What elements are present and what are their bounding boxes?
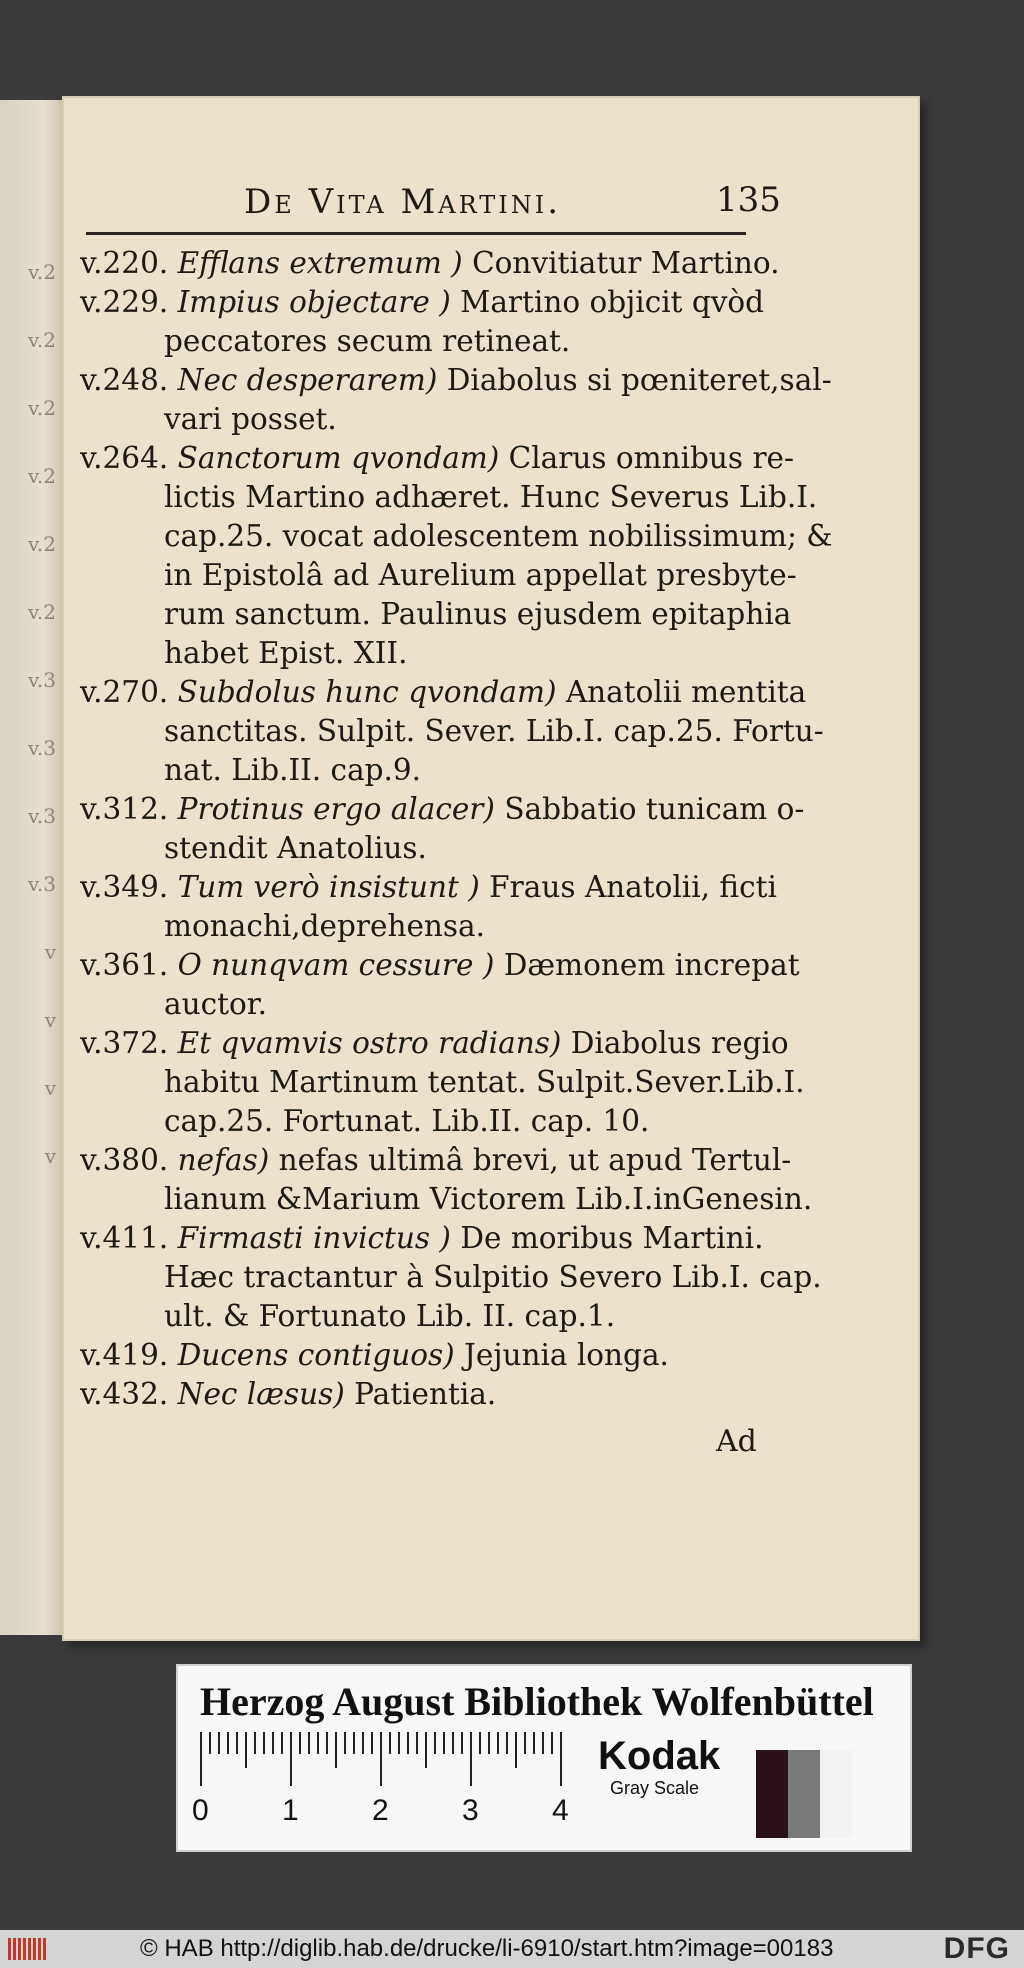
facing-page-fragment: v.3 [27,668,56,692]
commentary-entry [80,1141,813,1219]
ruler-tick [335,1732,337,1768]
gloss-continuation: ult. & Fortunato Lib. II. cap.1. [164,1299,616,1333]
verse-reference: v.380. [80,1143,169,1177]
ruler-tick [515,1732,517,1768]
ruler-tick [434,1732,436,1754]
card-title: Herzog August Bibliothek Wolfenbüttel [200,1679,874,1724]
facing-page-fragment: v [44,1008,56,1032]
ruler-tick [479,1732,481,1754]
ruler-number: 1 [282,1794,299,1827]
verse-reference: v.419. [80,1338,169,1372]
ruler-tick [254,1732,256,1754]
gloss-continuation: nat. Lib.II. cap.9. [164,753,422,787]
ruler-tick [398,1732,400,1754]
facing-page-fragment: v.2 [27,464,56,488]
gloss-continuation: in Epistolâ ad Aurelium appellat presbyte- [164,558,797,592]
running-title: De Vita Martini. [244,182,562,222]
facing-page-fragment: v.3 [27,736,56,760]
ruler-tick [389,1732,391,1754]
lemma: Protinus ergo alacer) [177,792,495,826]
gloss-text: Fraus Anatolii, ficti [489,870,777,904]
gloss-text: nefas ultimâ brevi, ut apud Tertul- [278,1143,792,1177]
gloss-continuation: habitu Martinum tentat. Sulpit.Sever.Lib.I. [164,1065,805,1099]
verse-reference: v.220. [80,246,169,280]
facing-page-fragment: v.2 [27,328,56,352]
facing-page-fragment: v.2 [27,532,56,556]
lemma: Tum verò insistunt ) [177,870,480,904]
commentary-entry [80,790,805,868]
commentary-entry [80,439,833,673]
head-rule [86,232,746,235]
verse-reference: v.270. [80,675,169,709]
ruler-tick [524,1732,526,1754]
verse-reference: v.361. [80,948,169,982]
ruler-tick [416,1732,418,1754]
lemma: nefas) [177,1143,270,1177]
verse-reference: v.248. [80,363,169,397]
verse-reference: v.432. [80,1377,169,1411]
ruler-tick [281,1732,283,1754]
facing-page-fragment: v [44,1076,56,1100]
ruler-tick [425,1732,427,1768]
color-calibration-card [176,1664,912,1852]
ruler-tick [560,1732,562,1786]
ruler-tick [299,1732,301,1754]
ruler-number: 2 [372,1794,389,1827]
ruler-tick [497,1732,499,1754]
ruler-tick [443,1732,445,1754]
gloss-continuation: lianum &Marium Victorem Lib.I.inGenesin. [164,1182,813,1216]
ruler-tick [371,1732,373,1754]
gloss-text: De moribus Martini. [460,1221,764,1255]
ruler-tick [245,1732,247,1768]
gray-patch [820,1750,852,1838]
ruler-tick [236,1732,238,1754]
gloss-continuation: monachi,deprehensa. [164,909,485,943]
lemma: Firmasti invictus ) [177,1221,451,1255]
commentary-entry [80,946,800,1024]
ruler-tick [353,1732,355,1754]
gloss-continuation: lictis Martino adhæret. Hunc Severus Lib.I. [164,480,818,514]
kodak-logo: Kodak [598,1734,721,1778]
gloss-continuation: cap.25. vocat adolescentem nobilissimum; & [164,519,833,553]
ruler-tick [470,1732,472,1786]
ruler-tick [380,1732,382,1786]
ruler-number: 3 [462,1794,479,1827]
commentary-entry [80,244,780,283]
facing-page-fragment: v.2 [27,600,56,624]
verse-reference: v.229. [80,285,169,319]
facing-page-fragment: v.2 [27,260,56,284]
gloss-text: Patientia. [354,1377,497,1411]
verse-reference: v.372. [80,1026,169,1060]
facing-page-fragment: v [44,940,56,964]
gloss-text: Anatolii mentita [565,675,807,709]
gloss-continuation: habet Epist. XII. [164,636,408,670]
commentary-entry [80,1375,760,1414]
ruler-tick [461,1732,463,1754]
ruler-tick [200,1732,202,1786]
gloss-continuation: auctor. [164,987,267,1021]
ruler-tick [218,1732,220,1754]
facing-page-fragment: v [44,1144,56,1168]
lemma: Subdolus hunc qvondam) [177,675,557,709]
ruler-tick [227,1732,229,1754]
ruler-tick [308,1732,310,1754]
lemma: Nec desperarem) [177,363,438,397]
facing-page-edge [0,100,62,1635]
gloss-text: Sabbatio tunicam o- [504,792,805,826]
commentary-entry [80,673,824,790]
dfg-logo: DFG [943,1932,1010,1965]
verse-reference: v.411. [80,1221,169,1255]
gloss-continuation: Hæc tractantur à Sulpitio Severo Lib.I. cap. [164,1260,822,1294]
ruler-number: 4 [552,1794,569,1827]
gray-patch [788,1750,820,1838]
lemma: Nec læsus) [177,1377,345,1411]
ruler-tick [209,1732,211,1754]
commentary-entry [80,868,777,946]
verse-reference: v.312. [80,792,169,826]
commentary-entry [80,1219,822,1336]
ruler-tick [362,1732,364,1754]
gloss-continuation: cap.25. Fortunat. Lib.II. cap. 10. [164,1104,650,1138]
ruler-tick [290,1732,292,1786]
commentary-entry [80,283,765,361]
ruler-tick [452,1732,454,1754]
facing-page-fragment: v.3 [27,804,56,828]
ruler-tick [488,1732,490,1754]
commentary-entry [80,361,832,439]
ruler-number: 0 [192,1794,209,1827]
footer-bar [0,1930,1024,1968]
ruler-tick [263,1732,265,1754]
scale-ruler [192,1732,569,1832]
ruler-tick [506,1732,508,1754]
ruler-tick [533,1732,535,1754]
ruler-tick [272,1732,274,1754]
ruler-tick [317,1732,319,1754]
verse-reference: v.264. [80,441,169,475]
hab-logo-icon [8,1938,48,1960]
verse-reference: v.349. [80,870,169,904]
facing-page-fragment: v.2 [27,396,56,420]
gloss-text: Diabolus regio [570,1026,789,1060]
ruler-tick [344,1732,346,1754]
gloss-text: Martino objicit qvòd [460,285,765,319]
ruler-tick [551,1732,553,1754]
commentary-entry [80,1336,760,1375]
lemma: Impius objectare ) [177,285,451,319]
lemma: Ducens contiguos) [177,1338,455,1372]
ruler-tick [326,1732,328,1754]
lemma: Et qvamvis ostro radians) [177,1026,562,1060]
facing-page-fragment: v.3 [27,872,56,896]
gloss-continuation: stendit Anatolius. [164,831,427,865]
lemma: O nunqvam cessure ) [177,948,495,982]
commentary-entry [80,1024,805,1141]
lemma: Sanctorum qvondam) [177,441,500,475]
page-number: 135 [716,180,781,220]
book-page [62,96,920,1641]
running-head [62,182,920,222]
gloss-text: Convitiatur Martino. [472,246,780,280]
gray-patch [756,1750,788,1838]
gloss-continuation: vari posset. [164,402,337,436]
catchword: Ad [716,1424,757,1459]
gloss-continuation: rum sanctum. Paulinus ejusdem epitaphia [164,597,792,631]
commentary-entries [80,244,833,1414]
gloss-continuation: sanctitas. Sulpit. Sever. Lib.I. cap.25. Fortu- [164,714,824,748]
copyright-link[interactable]: © HAB http://diglib.hab.de/drucke/li-6910/start.htm?image=00183 [140,1935,834,1962]
ruler-tick [407,1732,409,1754]
gloss-text: Dæmonem increpat [503,948,800,982]
gloss-text: Clarus omnibus re- [508,441,794,475]
gray-scale-label: Gray Scale [610,1778,700,1798]
lemma: Efflans extremum ) [177,246,463,280]
gloss-text: Diabolus si pœniteret,sal- [446,363,832,397]
ruler-tick [542,1732,544,1754]
gloss-continuation: peccatores secum retineat. [164,324,571,358]
gloss-text: Jejunia longa. [464,1338,669,1372]
